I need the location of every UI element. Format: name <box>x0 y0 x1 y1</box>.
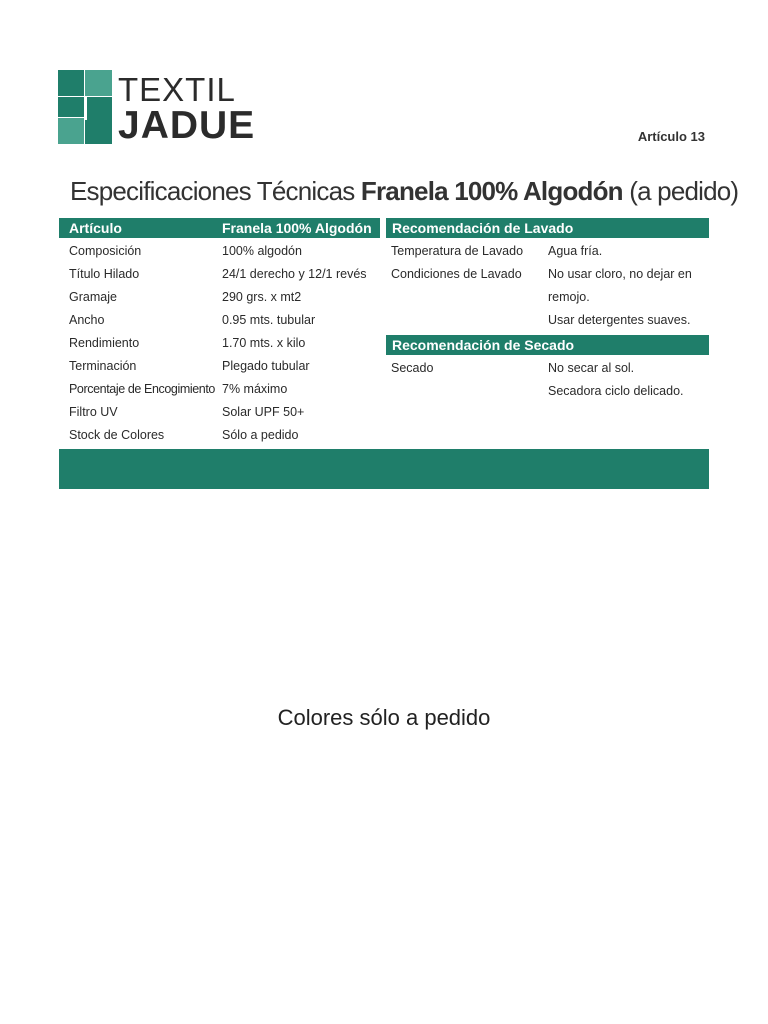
washing-value: No usar cloro, no dejar en <box>548 267 692 281</box>
logo-mark-icon <box>58 70 112 144</box>
article-number: Artículo 13 <box>637 129 705 144</box>
drying-label: Secado <box>391 361 434 375</box>
spec-label: Ancho <box>69 313 105 327</box>
spec-value: 24/1 derecho y 12/1 revés <box>222 267 367 281</box>
colors-note: Colores sólo a pedido <box>277 705 491 730</box>
brand-line2: JADUE <box>118 104 256 147</box>
spec-label: Filtro UV <box>69 405 118 419</box>
washing-value: Usar detergentes suaves. <box>548 313 691 327</box>
title-suffix: (a pedido) <box>629 176 739 206</box>
spec-label: Título Hilado <box>69 267 140 281</box>
drying-header-label: Recomendación de Secado <box>392 337 575 353</box>
brand-logo <box>58 70 258 147</box>
spec-value: Sólo a pedido <box>222 428 299 442</box>
washing-header <box>386 218 709 238</box>
drying-value: Secadora ciclo delicado. <box>548 384 684 398</box>
page-title <box>70 176 738 207</box>
spec-label: Terminación <box>69 359 137 373</box>
drying-value: No secar al sol. <box>548 361 635 375</box>
brand-line1: TEXTIL <box>118 71 236 108</box>
washing-label: Condiciones de Lavado <box>391 267 522 281</box>
spec-table-header <box>59 218 380 238</box>
spec-value: 0.95 mts. tubular <box>222 313 316 327</box>
spec-label: Stock de Colores <box>69 428 165 442</box>
spec-label: Composición <box>69 244 142 258</box>
spec-label: Rendimiento <box>69 336 140 350</box>
spec-value: 100% algodón <box>222 244 302 258</box>
spec-value: 290 grs. x mt2 <box>222 290 302 304</box>
spec-value: 7% máximo <box>222 382 288 396</box>
washing-value: Agua fría. <box>548 244 603 258</box>
spec-value: Plegado tubular <box>222 359 310 373</box>
spec-value: 1.70 mts. x kilo <box>222 336 306 350</box>
washing-header-label: Recomendación de Lavado <box>392 220 574 236</box>
title-prefix: Especificaciones Técnicas <box>70 176 355 206</box>
spec-header-col1: Artículo <box>69 220 122 236</box>
washing-label: Temperatura de Lavado <box>391 244 524 258</box>
spec-header-col2: Franela 100% Algodón <box>222 220 372 236</box>
washing-value: remojo. <box>548 290 590 304</box>
footer-bar <box>59 449 709 489</box>
spec-label: Porcentaje de Encogimiento <box>69 382 215 396</box>
drying-header <box>386 335 709 355</box>
spec-label: Gramaje <box>69 290 117 304</box>
title-product: Franela 100% Algodón <box>360 176 623 206</box>
spec-value: Solar UPF 50+ <box>222 405 305 419</box>
